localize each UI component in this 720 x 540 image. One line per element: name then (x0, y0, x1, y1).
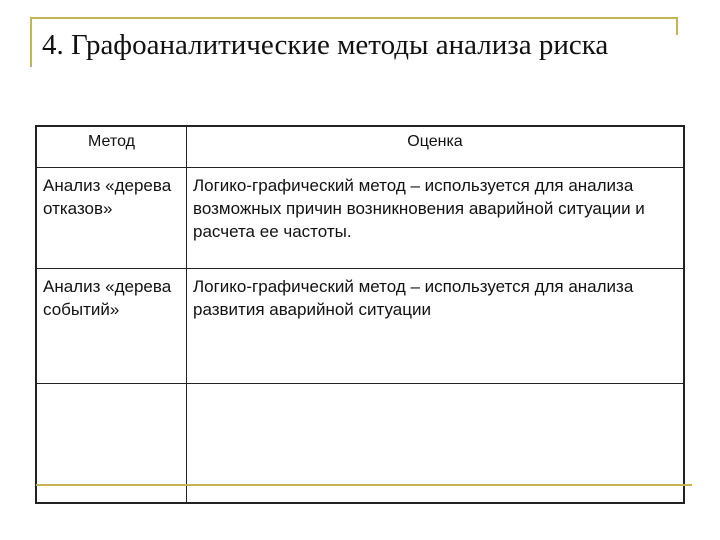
cell-method: Анализ «дерева событий» (36, 269, 187, 384)
table-row (36, 269, 684, 384)
decorative-rule-bottom (36, 484, 692, 486)
methods-table (35, 125, 685, 504)
table-header-row (36, 126, 684, 168)
slide-title: 4. Графоаналитические методы анализа риска (42, 29, 609, 61)
cell-method: Анализ «дерева отказов» (36, 168, 187, 269)
header-evaluation: Оценка (187, 126, 685, 168)
decorative-rule-left (30, 17, 32, 67)
table-row (36, 168, 684, 269)
header-method: Метод (36, 126, 187, 168)
decorative-rule-right (676, 17, 678, 35)
decorative-rule-top (30, 17, 678, 19)
cell-evaluation: Логико-графический метод – используется для анализа возможных причин возникновения аварийной ситуации и расчета ее частоты. (187, 168, 685, 269)
cell-evaluation: Логико-графический метод – используется для анализа развития аварийной ситуации (187, 269, 685, 384)
